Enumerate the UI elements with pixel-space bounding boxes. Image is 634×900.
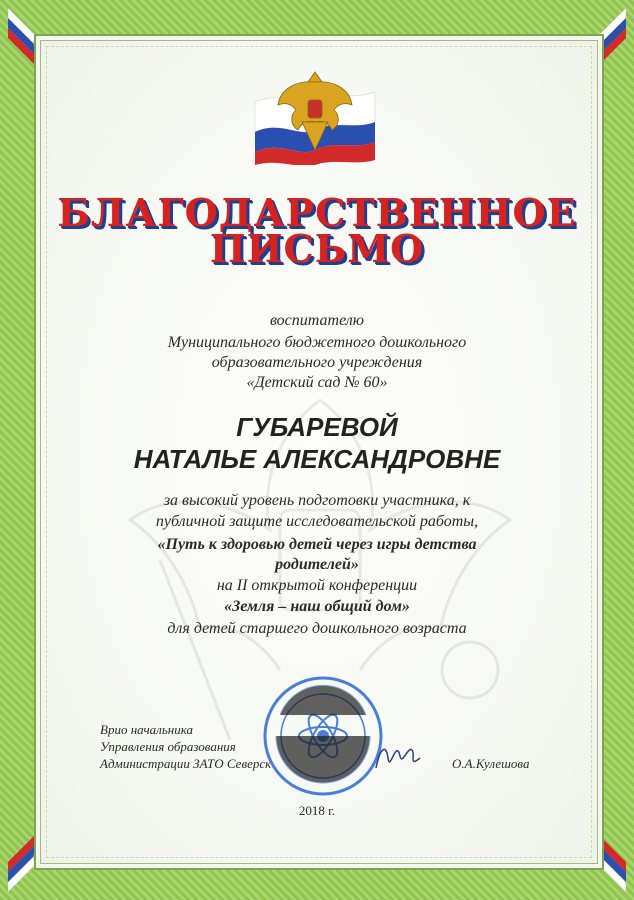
recipient-intro-line: воспитателю — [269, 312, 365, 329]
recipient-given-names: НАТАЛЬЕ АЛЕКСАНДРОВНЕ — [133, 444, 501, 474]
recipient-intro-line: «Детский сад № 60» — [246, 374, 388, 391]
signatory-title-line: Управления образования — [100, 739, 236, 754]
recipient-intro-line: образовательного учреждения — [211, 354, 423, 371]
recipient-surname: ГУБАРЕВОЙ — [236, 412, 398, 442]
work-title-line: «Путь к здоровью детей через игры детства — [157, 536, 477, 553]
audience-line: для детей старшего дошкольного возраста — [167, 620, 467, 637]
reason-line: за высокий уровень подготовки участника, к — [163, 492, 471, 509]
signatory-title-line: Врио начальника — [100, 722, 193, 737]
handwritten-signature-icon — [368, 728, 428, 788]
recipient-intro-line: Муниципального бюджетного дошкольного — [167, 334, 467, 351]
signatory-name: О.А.Кулешова — [452, 756, 530, 771]
certificate-title-line1: БЛАГОДАРСТВЕННОЕ — [57, 190, 577, 235]
work-title-line: родителей» — [275, 556, 359, 573]
signatory-title-line: Администрации ЗАТО Северск — [100, 756, 272, 771]
conference-name: «Земля – наш общий дом» — [224, 598, 410, 615]
official-stamp-icon — [262, 675, 384, 797]
certificate-title-line2: ПИСЬМО — [209, 226, 425, 271]
russian-coat-of-arms-icon — [240, 60, 390, 165]
document-year: 2018 г. — [298, 803, 336, 818]
conference-line: на II открытой конференции — [216, 577, 418, 594]
reason-line: публичной защите исследовательской работы, — [155, 513, 479, 530]
